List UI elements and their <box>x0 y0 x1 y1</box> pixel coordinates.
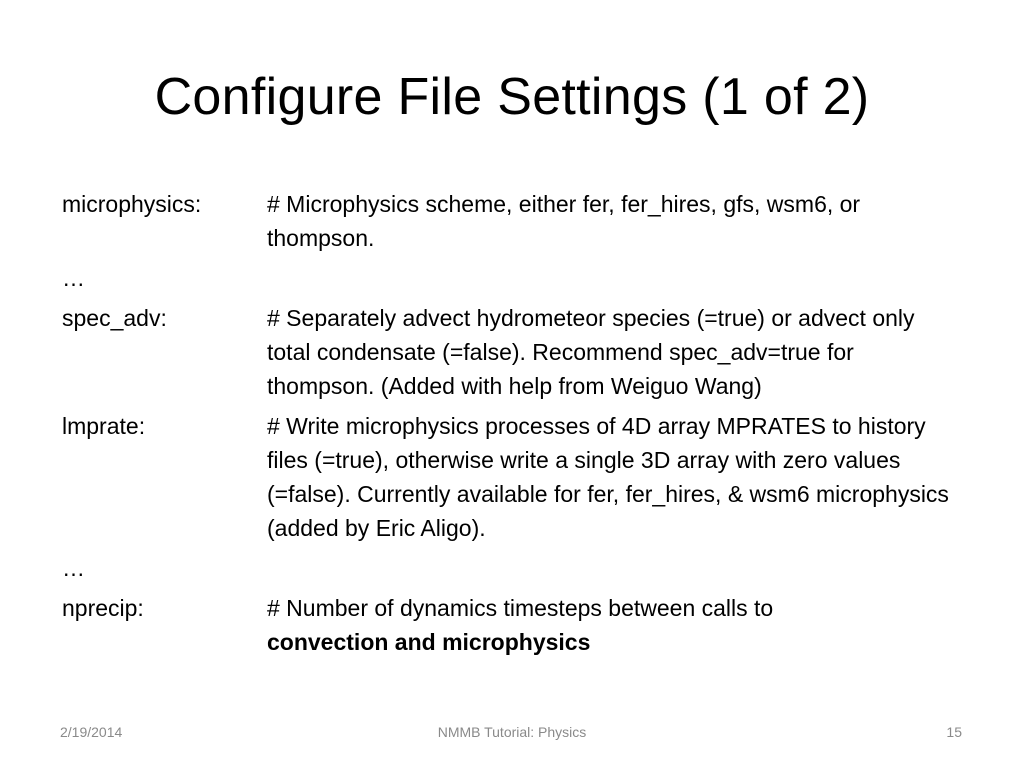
setting-description-bold: convection and microphysics <box>267 629 591 655</box>
setting-key: lmprate: <box>62 413 146 439</box>
setting-row-nprecip <box>62 591 962 659</box>
ellipsis: … <box>62 555 85 581</box>
setting-description-text: # Number of dynamics timesteps between calls to <box>267 595 774 621</box>
settings-list <box>62 187 962 665</box>
setting-description <box>267 591 957 659</box>
setting-row-microphysics <box>62 187 962 255</box>
setting-description: # Separately advect hydrometeor species (=true) or advect only total condensate (=false). Recommend spec_adv=true for thompson. (Added with help from Weiguo Wang) <box>267 305 915 399</box>
footer-title: NMMB Tutorial: Physics <box>437 724 587 740</box>
footer-date: 2/19/2014 <box>60 724 123 740</box>
ellipsis: … <box>62 265 85 291</box>
setting-key: spec_adv: <box>62 305 167 331</box>
footer-page-number: 15 <box>946 724 962 740</box>
setting-row-spec-adv <box>62 301 962 403</box>
setting-description: # Microphysics scheme, either fer, fer_hires, gfs, wsm6, or thompson. <box>267 191 861 251</box>
setting-key: microphysics: <box>62 191 202 217</box>
setting-description: # Write microphysics processes of 4D array MPRATES to history files (=true), otherwise write a single 3D array with zero values (=false). Currently available for fer, fer_hires, & wsm6 microphysics (added by Eric Aligo). <box>267 413 949 541</box>
setting-key: nprecip: <box>62 595 144 621</box>
slide-title: Configure File Settings (1 of 2) <box>154 68 870 126</box>
setting-row-lmprate <box>62 409 962 545</box>
